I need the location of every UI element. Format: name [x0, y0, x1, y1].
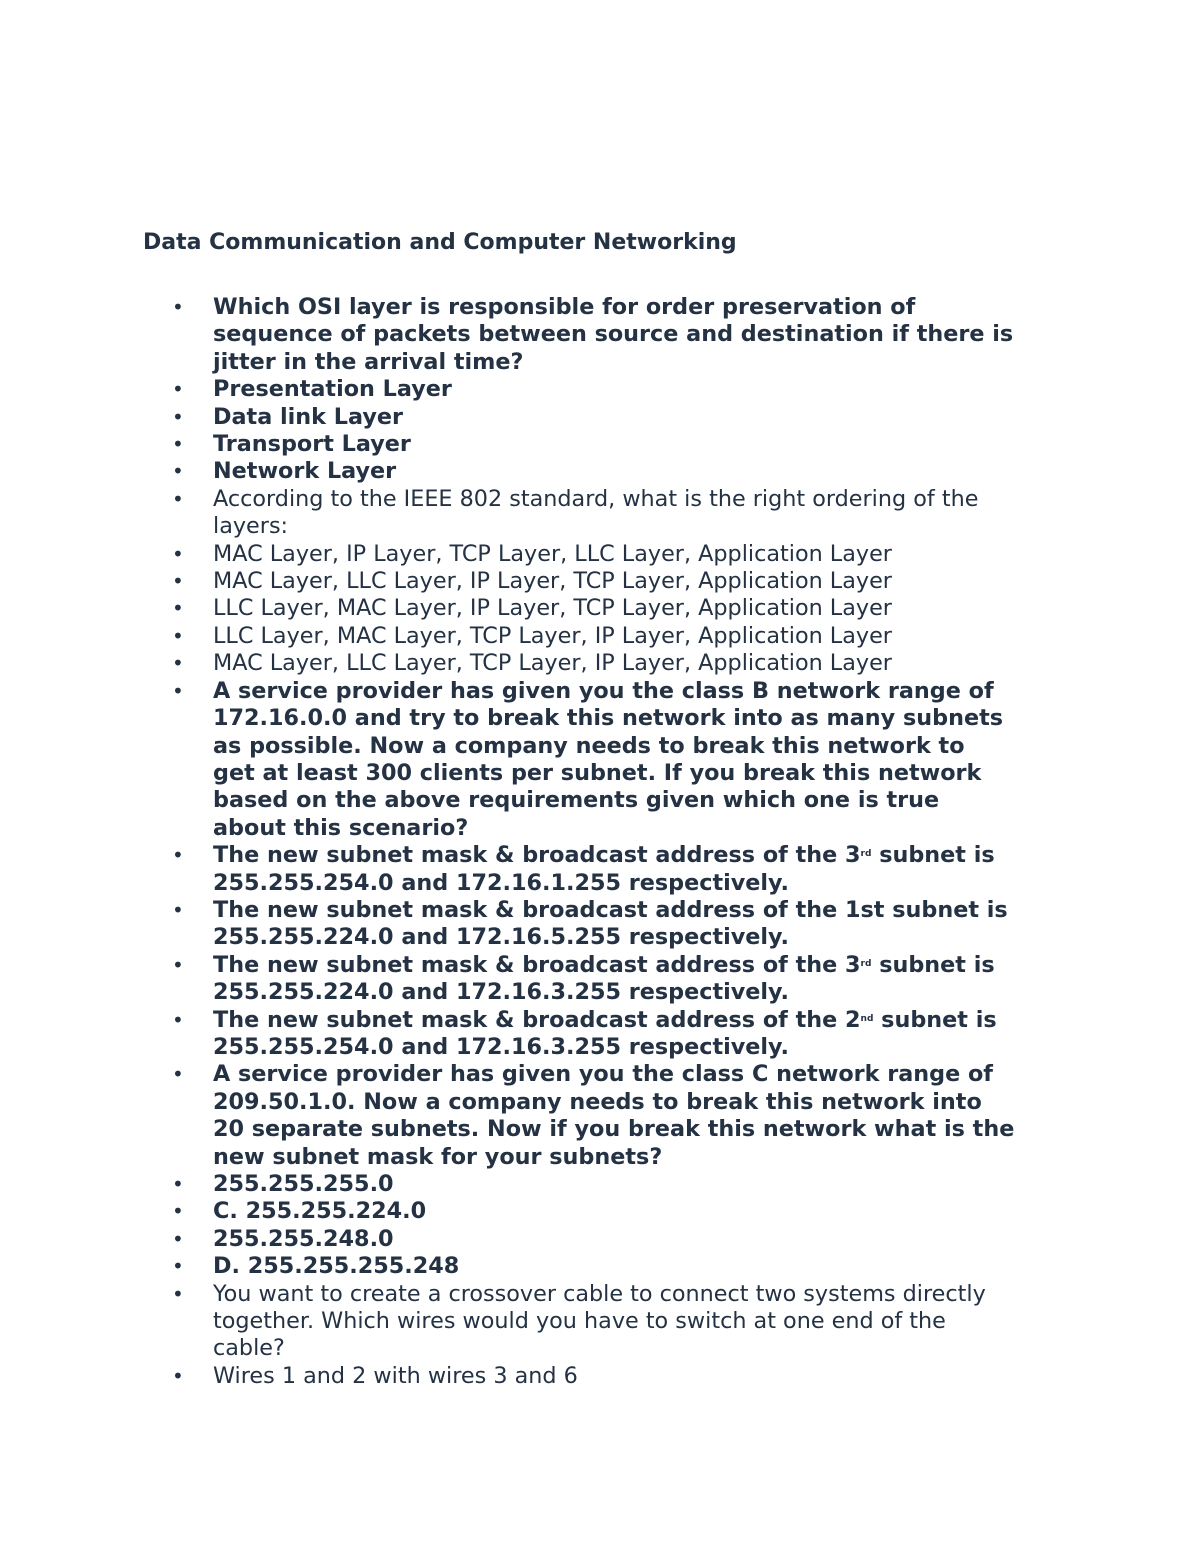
list-item [172, 1281, 1072, 1363]
list-item [172, 1007, 1072, 1062]
bullet-icon [172, 1061, 186, 1088]
list-item-text: A service provider has given you the class C network range of 209.50.1.0. Now a company needs to break this network into 20 separate subnets. Now if you break this network what is the new subnet mask for your subnets? [213, 1061, 1015, 1170]
bullet-icon [172, 1171, 186, 1198]
list-item [172, 650, 1072, 677]
bullet-icon [172, 541, 186, 568]
list-item-text: subnet is 255.255.224.0 and 172.16.3.255 respectively. [213, 951, 995, 1006]
bullet-icon [172, 568, 186, 595]
list-item-text: Wires 1 and 2 with wires 3 and 6 [213, 1362, 578, 1389]
list-item [172, 1061, 1072, 1171]
list-item-text: The new subnet mask & broadcast address of the 2 [213, 1006, 861, 1033]
list-item-text: Presentation Layer [213, 376, 452, 403]
list-item-text: Which OSI layer is responsible for order preservation of sequence of packets between source and destination if there is jitter in the arrival time? [213, 294, 1014, 375]
ordinal-suffix: nd [860, 1013, 874, 1024]
bullet-icon [172, 376, 186, 403]
bullet-icon [172, 1281, 186, 1308]
list-item [172, 294, 1072, 376]
bullet-icon [172, 595, 186, 622]
list-item [172, 1198, 1072, 1225]
list-item-text: Transport Layer [213, 431, 411, 458]
list-item-text: Network Layer [213, 458, 397, 485]
list-item-text: According to the IEEE 802 standard, what is the right ordering of the layers: [213, 485, 979, 540]
list-item-text: The new subnet mask & broadcast address of the 3 [213, 842, 861, 869]
list-item-text: LLC Layer, MAC Layer, IP Layer, TCP Layer, Application Layer [213, 595, 892, 622]
list-item-text: 255.255.248.0 [213, 1225, 394, 1252]
list-item-text: MAC Layer, LLC Layer, IP Layer, TCP Layer, Application Layer [213, 568, 892, 595]
list-item [172, 458, 1072, 485]
bullet-icon [172, 842, 186, 869]
bullet-icon [172, 1226, 186, 1253]
bullet-icon [172, 404, 186, 431]
bullet-icon [172, 1198, 186, 1225]
list-item-text: The new subnet mask & broadcast address of the 3 [213, 951, 861, 978]
bullet-icon [172, 623, 186, 650]
bullet-icon [172, 1253, 186, 1280]
list-item-text: D. 255.255.255.248 [213, 1253, 460, 1280]
list-item [172, 541, 1072, 568]
list-item-text: The new subnet mask & broadcast address of the 1st subnet is 255.255.224.0 and 172.16.5.255 respectively. [213, 896, 1008, 951]
list-item [172, 431, 1072, 458]
bullet-icon [172, 1363, 186, 1390]
list-item [172, 897, 1072, 952]
bullet-icon [172, 650, 186, 677]
list-item-text: Data link Layer [213, 403, 403, 430]
list-item-text: subnet is 255.255.254.0 and 172.16.3.255 respectively. [213, 1006, 997, 1060]
list-item-text: You want to create a crossover cable to connect two systems directly together. Which wires would you have to switch at one end of the cable? [213, 1280, 986, 1362]
list-item-text: 255.255.255.0 [213, 1171, 394, 1197]
list-item-text: A service provider has given you the class B network range of 172.16.0.0 and try to break this network into as many subnets as possible. Now a company needs to break this network to get at least 300 clients per subnet. If you break this network based on the above requirements given which one is true about this scenario? [213, 677, 1004, 841]
bullet-icon [172, 458, 186, 485]
list-item [172, 623, 1072, 650]
list-item [172, 376, 1072, 403]
bullet-icon [172, 431, 186, 458]
list-item [172, 842, 1072, 897]
bullet-icon [172, 678, 186, 705]
list-item-text: LLC Layer, MAC Layer, TCP Layer, IP Layer, Application Layer [213, 622, 892, 649]
list-item [172, 952, 1072, 1007]
document-title: Data Communication and Computer Networking [143, 230, 737, 255]
list-item [172, 1171, 1072, 1198]
bullet-icon [172, 486, 186, 513]
list-item [172, 1253, 1072, 1280]
ordinal-suffix: rd [860, 849, 872, 860]
bullet-icon [172, 952, 186, 979]
list-item-text: subnet is 255.255.254.0 and 172.16.1.255 respectively. [213, 842, 995, 896]
list-item-text: MAC Layer, IP Layer, TCP Layer, LLC Layer, Application Layer [213, 540, 892, 567]
list-item [172, 595, 1072, 622]
bullet-icon [172, 294, 186, 321]
list-item [172, 486, 1072, 541]
list-item-text: C. 255.255.224.0 [213, 1198, 427, 1225]
ordinal-suffix: rd [860, 958, 872, 969]
list-item [172, 404, 1072, 431]
list-item [172, 678, 1072, 842]
list-item [172, 1363, 1072, 1390]
bullet-icon [172, 1007, 186, 1034]
list-item [172, 1226, 1072, 1253]
list-item-text: MAC Layer, LLC Layer, TCP Layer, IP Layer, Application Layer [213, 650, 892, 677]
bullet-icon [172, 897, 186, 924]
list-item [172, 568, 1072, 595]
question-list [172, 294, 1072, 1390]
